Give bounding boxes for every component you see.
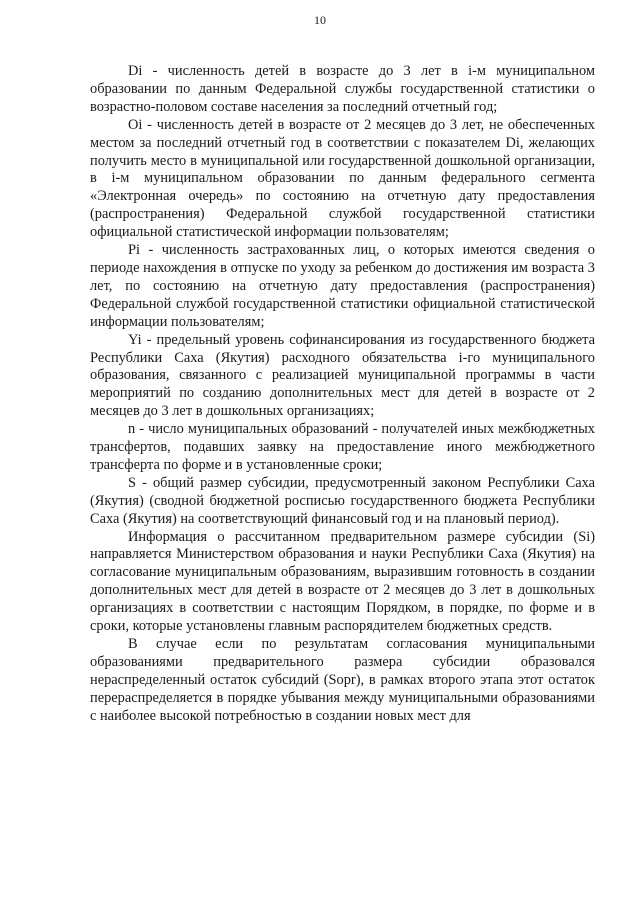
paragraph-pi-definition: Pi - численность застрахованных лиц, о которых имеются сведения о периоде нахождения в отпуске по уходу за ребенком до достижения им возраста 3 лет, по состоянию на отчетную дату предоставления (распространения) Федеральной службой государственной статистики официальной статистической информации пользователям; [90, 242, 595, 330]
paragraph-s-definition: S - общий размер субсидии, предусмотренный законом Республики Саха (Якутия) (сводной бюджетной росписью государственного бюджета Республики Саха (Якутия) на соответствующий финансовый год и на плановый период). [90, 474, 595, 527]
paragraph-n-definition: n - число муниципальных образований - получателей иных межбюджетных трансфертов, подавших заявку на предоставление иного межбюджетного трансферта по форме и в установленные сроки; [90, 421, 595, 473]
paragraph-subsidy-information: Информация о рассчитанном предварительном размере субсидии (Si) направляется Министерством образования и науки Республики Саха (Якутия) на согласование муниципальным образованиям, выразившим готовность в создании дополнительных мест для детей в возрасте от 2 месяцев до 3 лет в дошкольных организациях в соответствии с настоящим Порядком, в порядке, по форме и в сроки, которые установлены главным распорядителем бюджетных средств. [90, 528, 595, 635]
document-body [90, 63, 595, 726]
paragraph-remainder-redistribution: В случае если по результатам согласования муниципальными образованиями предварительного размера субсидии образовался нераспределенный остаток субсидий (Sopr), в рамках второго этапа этот остаток перераспределяется в порядке убывания между муниципальными образованиями с наиболее высокой потребностью в создании новых мест для [90, 636, 595, 724]
page-number: 10 [314, 13, 326, 27]
paragraph-oi-definition: Oi - численность детей в возрасте от 2 месяцев до 3 лет, не обеспеченных местом за последний отчетный год в соответствии с показателем Di, желающих получить место в муниципальной или государственной дошкольной организации, в i-м муниципальном образовании по данным федерального сегмента «Электронная очередь» по состоянию на отчетную дату предоставления (распространения) Федеральной службой государственной статистики официальной статистической информации пользователям; [90, 116, 595, 241]
paragraph-yi-definition: Yi - предельный уровень софинансирования из государственного бюджета Республики Саха (Якутия) расходного обязательства i-го муниципального образования, связанного с реализацией муниципальной программы в части мероприятий по созданию дополнительных мест для детей в возрасте от 2 месяцев до 3 лет в дошкольных организациях; [90, 331, 595, 420]
paragraph-di-definition: Di - численность детей в возрасте до 3 лет в i-м муниципальном образовании по данным Федеральной службы государственной статистики о возрастно-половом составе населения за последний отчетный год; [90, 63, 595, 115]
